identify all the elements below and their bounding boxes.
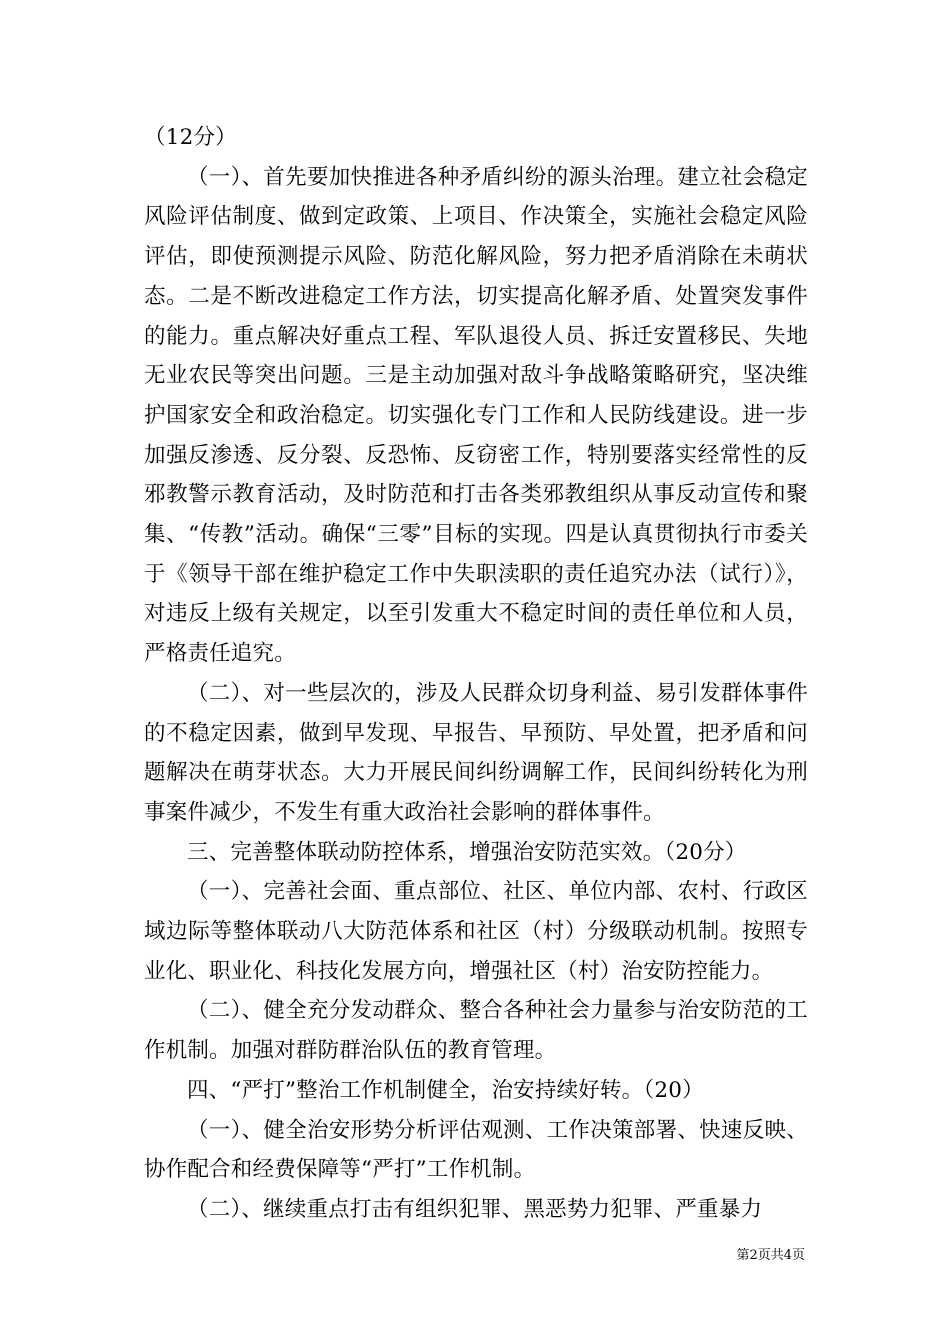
score-note: （12分）: [144, 125, 237, 150]
section-heading-three: 三、完善整体联动防控体系，增强治安防范实效。（20分）: [187, 839, 747, 865]
paragraph-instability-factors: （二）、对一些层次的，涉及人民群众切身利益、易引发群体事件的不稳定因素，做到早发现、早报告、早预防、早处置，把矛盾和问题解决在萌芽状态。大力开展民间纠纷调解工作，民间纠纷转化为刑事案件减少，不发生有重大政治社会影响的群体事件。: [144, 680, 808, 825]
paragraph-source-governance: （一）、首先要加快推进各种矛盾纠纷的源头治理。建立社会稳定风险评估制度、做到定政策、上项目、作决策全，实施社会稳定风险评估，即使预测提示风险、防范化解风险，努力把矛盾消除在未萌状态。二是不断改进稳定工作方法，切实提高化解矛盾、处置突发事件的能力。重点解决好重点工程、军队退役人员、拆迁安置移民、失地无业农民等突出问题。三是主动加强对敌斗争战略策略研究，坚决维护国家安全和政治稳定。切实强化专门工作和人民防线建设。进一步加强反渗透、反分裂、反恐怖、反窃密工作，特别要落实经常性的反邪教警示教育活动，及时防范和打击各类邪教组织从事反动宣传和聚集、“传教”活动。确保“三零”目标的实现。四是认真贯彻执行市委关于《领导干部在维护稳定工作中失职渎职的责任追究办法（试行）》，对违反上级有关规定，以至引发重大不稳定时间的责任单位和人员，严格责任追究。: [144, 164, 808, 667]
paragraph-prevention-system: （一）、完善社会面、重点部位、社区、单位内部、农村、行政区域边际等整体联动八大防范体系和社区（村）分级联动机制。按照专业化、职业化、科技化发展方向，增强社区（村）治安防控能力。: [144, 879, 808, 984]
paragraph-strike-mechanism: （一）、健全治安形势分析评估观测、工作决策部署、快速反映、协作配合和经费保障等“严打”工作机制。: [144, 1117, 808, 1183]
paragraph-organized-crime: （二）、继续重点打击有组织犯罪、黑恶势力犯罪、严重暴力: [187, 1196, 763, 1222]
paragraph-mass-prevention: （二）、健全充分发动群众、整合各种社会力量参与治安防范的工作机制。加强对群防群治队伍的教育管理。: [144, 998, 808, 1064]
page-number: 第2页共4页: [736, 1248, 805, 1263]
document-body: [144, 118, 808, 1230]
section-heading-four: 四、“严打”整治工作机制健全，治安持续好转。（20）: [187, 1077, 704, 1103]
